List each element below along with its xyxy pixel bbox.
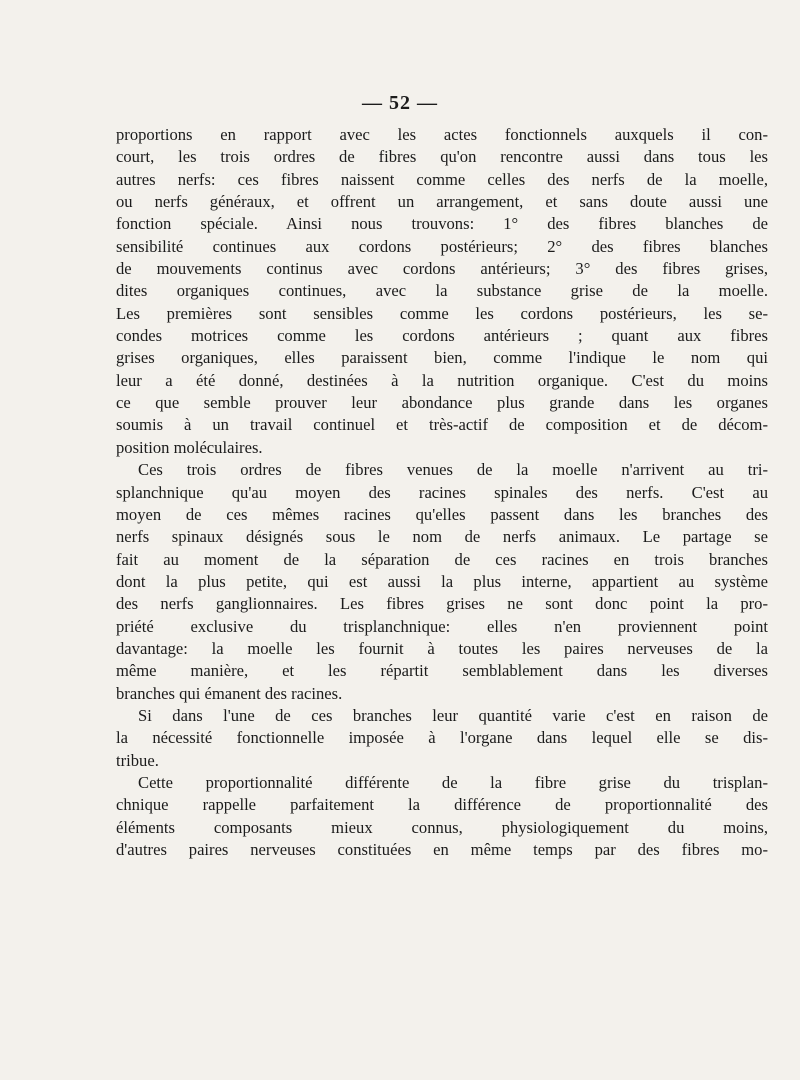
text-line: moyen de ces mêmes racines qu'elles passent dans les branches des <box>116 504 768 524</box>
text-line: Les premières sont sensibles comme les cordons postérieurs, les se- <box>116 303 768 323</box>
text-line: tribue. <box>116 750 159 770</box>
text-line: splanchnique qu'au moyen des racines spinales des nerfs. C'est au <box>116 482 768 502</box>
text-line: court, les trois ordres de fibres qu'on rencontre aussi dans tous les <box>116 147 768 167</box>
body-text <box>116 124 768 861</box>
text-line: d'autres paires nerveuses constituées en même temps par des fibres mo- <box>116 840 768 859</box>
text-line: de mouvements continus avec cordons antérieurs; 3° des fibres grises, <box>116 259 768 279</box>
text-line: leur a été donné, destinées à la nutrition organique. C'est du moins <box>116 370 768 390</box>
text-line: proportions en rapport avec les actes fonctionnels auxquels il con- <box>116 125 768 144</box>
text-line: Cette proportionnalité différente de la fibre grise du trisplan- <box>138 772 768 792</box>
text-line: ou nerfs généraux, et offrent un arrangement, et sans doute aussi une <box>116 192 768 212</box>
text-line: fonction spéciale. Ainsi nous trouvons: 1° des fibres blanches de <box>116 214 768 234</box>
text-line: fait au moment de la séparation de ces racines en trois branches <box>116 549 768 569</box>
text-line: ce que semble prouver leur abondance plus grande dans les organes <box>116 393 768 413</box>
text-line: condes motrices comme les cordons antérieurs ; quant aux fibres <box>116 326 768 346</box>
text-line: priété exclusive du trisplanchnique: elles n'en proviennent point <box>116 616 768 636</box>
text-line: éléments composants mieux connus, physiologiquement du moins, <box>116 817 768 837</box>
text-line: la nécessité fonctionnelle imposée à l'organe dans lequel elle se dis- <box>116 728 768 748</box>
text-line: dites organiques continues, avec la substance grise de la moelle. <box>116 281 768 301</box>
text-line: nerfs spinaux désignés sous le nom de nerfs animaux. Le partage se <box>116 527 768 547</box>
page-number: — 52 — <box>362 92 438 114</box>
text-line: position moléculaires. <box>116 437 263 457</box>
text-line: chnique rappelle parfaitement la différence de proportionnalité des <box>116 795 768 815</box>
text-line: soumis à un travail continuel et très-actif de composition et de décom- <box>116 415 768 435</box>
text-line: des nerfs ganglionnaires. Les fibres grises ne sont donc point la pro- <box>116 594 768 614</box>
text-line: grises organiques, elles paraissent bien, comme l'indique le nom qui <box>116 348 768 368</box>
text-line: dont la plus petite, qui est aussi la plus interne, appartient au système <box>116 571 768 591</box>
text-line: davantage: la moelle les fournit à toutes les paires nerveuses de la <box>116 638 768 658</box>
text-line: sensibilité continues aux cordons postérieurs; 2° des fibres blanches <box>116 236 768 256</box>
text-line: même manière, et les répartit semblablement dans les diverses <box>116 661 768 681</box>
text-line: Si dans l'une de ces branches leur quantité varie c'est en raison de <box>138 705 768 725</box>
text-line: autres nerfs: ces fibres naissent comme celles des nerfs de la moelle, <box>116 169 768 189</box>
text-line: branches qui émanent des racines. <box>116 683 343 703</box>
text-line: Ces trois ordres de fibres venues de la moelle n'arrivent au tri- <box>138 460 768 480</box>
